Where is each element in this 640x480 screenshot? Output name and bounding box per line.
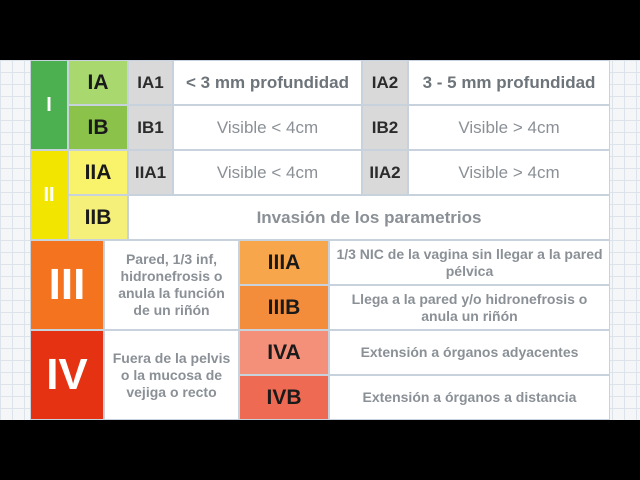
- stage-iva-cell: IVA: [239, 330, 329, 375]
- sub-ib2-cell: IB2: [362, 105, 408, 150]
- desc-iiia-cell: 1/3 NIC de la vagina sin llegar a la pared pélvica: [329, 240, 610, 285]
- desc-iia2-cell: Visible > 4cm: [408, 150, 610, 195]
- desc-ib2-cell: Visible > 4cm: [408, 105, 610, 150]
- desc-ib1-cell: Visible < 4cm: [173, 105, 362, 150]
- sub-ib1-cell: IB1: [128, 105, 173, 150]
- stage-iiib-cell: IIIB: [239, 285, 329, 330]
- desc-ia2-cell: 3 - 5 mm profundidad: [408, 60, 610, 105]
- staging-table: [0, 60, 640, 420]
- desc-iva-cell: Extensión a órganos adyacentes: [329, 330, 610, 375]
- desc-ivb-cell: Extensión a órganos a distancia: [329, 375, 610, 420]
- stage-iia-cell: IIA: [68, 150, 128, 195]
- stage-ib-cell: IB: [68, 105, 128, 150]
- desc-iii-side-cell: Pared, 1/3 inf, hidronefrosis o anula la función de un riñón: [104, 240, 239, 330]
- sub-iia1-cell: IIA1: [128, 150, 173, 195]
- stage-ia-cell: IA: [68, 60, 128, 105]
- stage-ivb-cell: IVB: [239, 375, 329, 420]
- desc-iia1-cell: Visible < 4cm: [173, 150, 362, 195]
- stage-ii-cell: II: [30, 150, 68, 240]
- sub-ia1-cell: IA1: [128, 60, 173, 105]
- sub-iia2-cell: IIA2: [362, 150, 408, 195]
- desc-ia1-cell: < 3 mm profundidad: [173, 60, 362, 105]
- desc-iv-side-cell: Fuera de la pelvis o la mucosa de vejiga o recto: [104, 330, 239, 420]
- stage-i-cell: I: [30, 60, 68, 150]
- stage-iib-cell: IIB: [68, 195, 128, 240]
- desc-iib-cell: Invasión de los parametrios: [128, 195, 610, 240]
- stage-iiia-cell: IIIA: [239, 240, 329, 285]
- stage-iv-cell: IV: [30, 330, 104, 420]
- stage-iii-cell: III: [30, 240, 104, 330]
- desc-iiib-cell: Llega a la pared y/o hidronefrosis o anula un riñón: [329, 285, 610, 330]
- sub-ia2-cell: IA2: [362, 60, 408, 105]
